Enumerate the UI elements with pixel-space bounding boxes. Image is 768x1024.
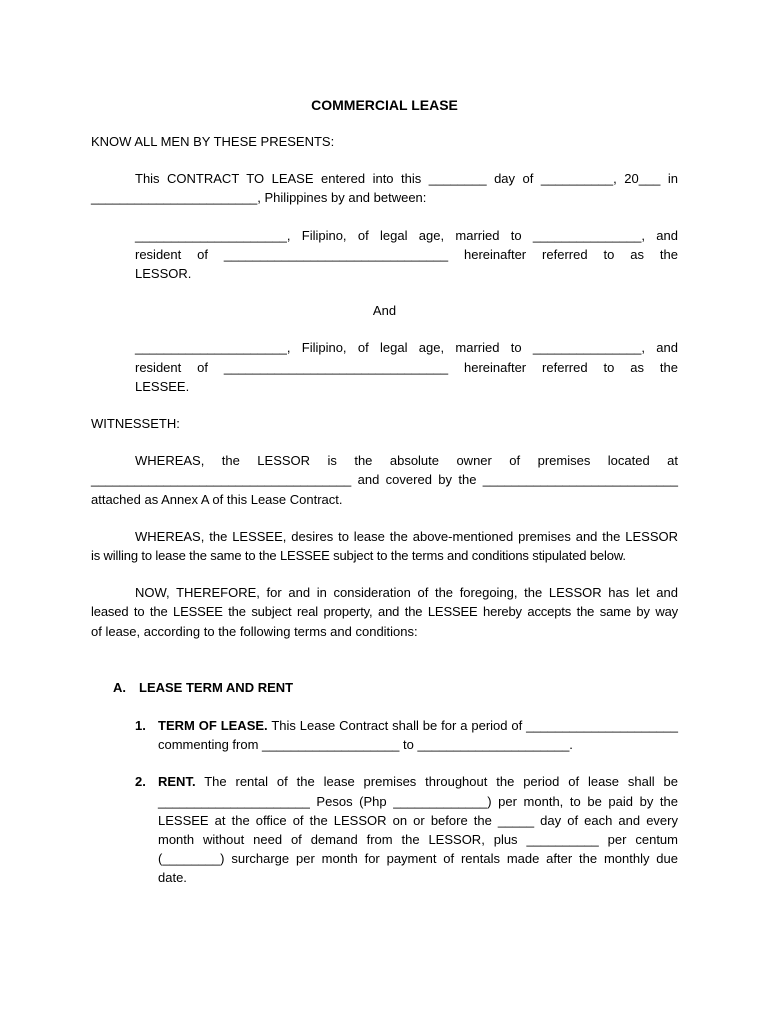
document-page: [91, 95, 678, 888]
section-a-heading: [91, 678, 678, 697]
lessor-line: _____________________, Filipino, of legal age, married to _______________, and: [135, 227, 678, 243]
intro-line: This CONTRACT TO LEASE entered into this ________ day of __________, 20___ in: [135, 171, 678, 187]
witnesseth-heading: WITNESSETH:: [91, 416, 180, 432]
section-letter: A.: [113, 679, 126, 695]
clause-text: The rental of the lease premises throughout the period of lease shall be: [195, 774, 678, 790]
clause-line: LESSEE at the office of the LESSOR on or before the _____ day of each and every: [158, 812, 678, 828]
clause-line: commenting from ___________________ to _____________________.: [158, 737, 573, 753]
clause-line: (________) surcharge per month for payment of rentals made after the monthly due: [158, 851, 678, 867]
lessee-line: LESSEE.: [135, 378, 190, 394]
lessor-block: [91, 226, 678, 284]
clause-line: _____________________ Pesos (Php _____________) per month, to be paid by the: [158, 793, 678, 809]
clause-line: date.: [158, 870, 187, 886]
clause-number: 2.: [135, 774, 146, 790]
lessee-block: [91, 338, 678, 396]
now-therefore-line: NOW, THEREFORE, for and in consideration of the foregoing, the LESSOR has let and: [135, 585, 678, 601]
clause-line: [158, 716, 678, 735]
lessor-line: resident of _______________________________ hereinafter referred to as the: [135, 246, 678, 262]
whereas-paragraph: [91, 451, 678, 509]
lessor-line: LESSOR.: [135, 266, 192, 282]
clause-number: 1.: [135, 718, 146, 734]
clause-line: month without need of demand from the LESSOR, plus __________ per centum: [158, 832, 678, 848]
whereas-line: is willing to lease the same to the LESSEE subject to the terms and conditions stipulated below.: [91, 548, 626, 564]
document-title: COMMERCIAL LEASE: [311, 97, 458, 113]
whereas-line: attached as Annex A of this Lease Contract.: [91, 491, 343, 507]
clause-label: TERM OF LEASE.: [158, 718, 268, 734]
now-therefore-line: of lease, according to the following terms and conditions:: [91, 623, 418, 639]
intro-paragraph: [91, 169, 678, 207]
and-separator: And: [372, 303, 397, 319]
whereas-line: WHEREAS, the LESSOR is the absolute owner of premises located at: [135, 453, 678, 469]
whereas-paragraph: [91, 527, 678, 565]
whereas-line: WHEREAS, the LESSEE, desires to lease the above-mentioned premises and the LESSOR: [135, 528, 678, 544]
lessee-line: resident of _______________________________ hereinafter referred to as the: [135, 359, 678, 375]
lessee-line: _____________________, Filipino, of legal age, married to _______________, and: [135, 340, 678, 356]
section-title: LEASE TERM AND RENT: [139, 679, 294, 695]
clause-rent: [91, 772, 678, 887]
document-heading: KNOW ALL MEN BY THESE PRESENTS:: [91, 134, 335, 149]
intro-line: _______________________, Philippines by and between:: [91, 190, 427, 206]
now-therefore-paragraph: [91, 583, 678, 641]
clause-term-of-lease: [91, 716, 678, 754]
whereas-line: ____________________________________ and covered by the ___________________________: [91, 472, 678, 488]
now-therefore-line: leased to the LESSEE the subject real property, and the LESSEE hereby accepts the same by way: [91, 604, 678, 620]
clause-line: [158, 772, 678, 791]
clause-label: RENT.: [158, 774, 196, 790]
clause-text: This Lease Contract shall be for a period of _____________________: [267, 718, 678, 734]
